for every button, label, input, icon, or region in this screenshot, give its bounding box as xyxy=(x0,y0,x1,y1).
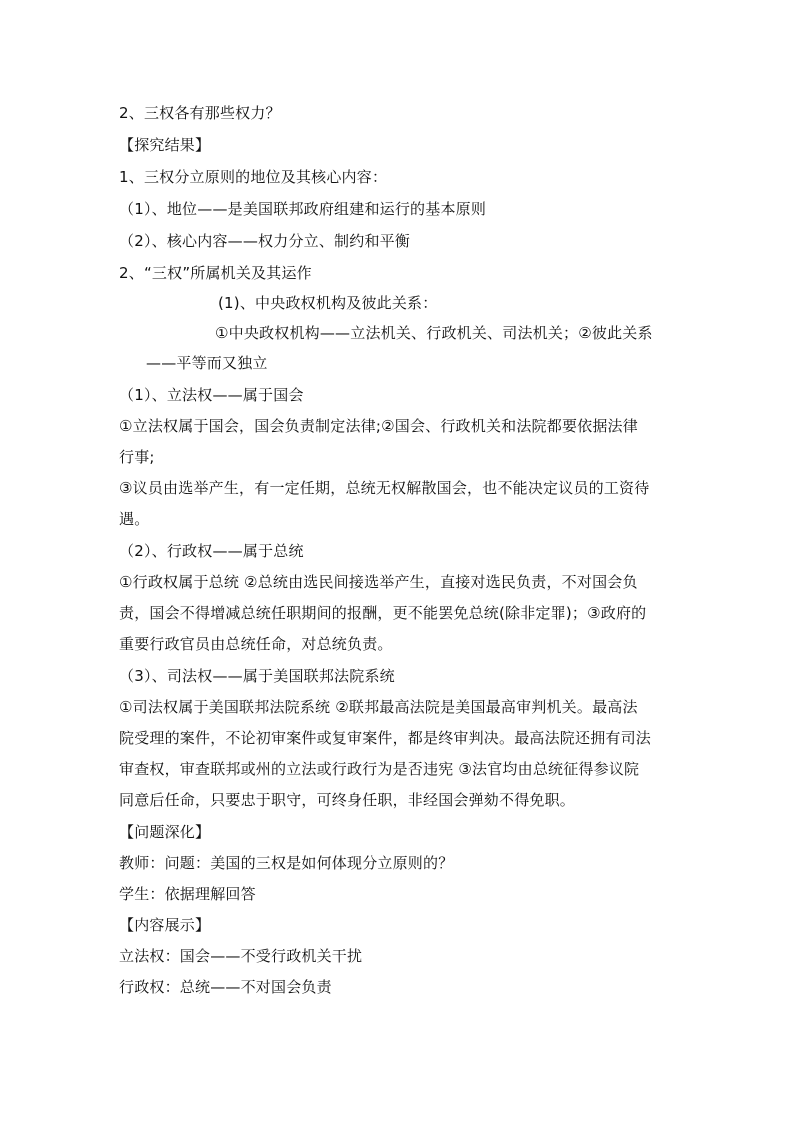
judicial-text-line-3: 审查权，审查联邦或州的立法或行政行为是否违宪 ③法官均由总统征得参议院 xyxy=(119,760,640,778)
result-2-subtitle: (1)、中央政权机构及彼此关系： xyxy=(218,294,438,312)
result-1-core: （2）、核心内容——权力分立、制约和平衡 xyxy=(119,232,411,250)
show-legislative: 立法权：国会——不受行政机关干扰 xyxy=(119,947,363,965)
judicial-text-line-4: 同意后任命，只要忠于职守，可终身任职，非经国会弹劾不得免职。 xyxy=(119,791,576,809)
legislative-text-line-4: 遇。 xyxy=(119,510,150,528)
teacher-question: 教师：问题：美国的三权是如何体现分立原则的？ xyxy=(119,854,454,872)
legislative-text-line-2: 行事; xyxy=(119,448,155,466)
student-answer: 学生：依据理解回答 xyxy=(119,885,256,903)
result-1-title: 1、三权分立原则的地位及其核心内容： xyxy=(119,168,388,186)
section-heading-deepen: 【问题深化】 xyxy=(119,823,211,841)
legislative-text-line-1: ①立法权属于国会，国会负责制定法律;②国会、行政机关和法院都要依据法律 xyxy=(119,417,638,435)
legislative-text-line-3: ③议员由选举产生，有一定任期，总统无权解散国会，也不能决定议员的工资待 xyxy=(119,479,650,497)
result-1-status: （1）、地位——是美国联邦政府组建和运行的基本原则 xyxy=(119,200,487,218)
judicial-text-line-2: 院受理的案件，不论初审案件或复审案件，都是终审判决。最高法院还拥有司法 xyxy=(119,729,652,747)
question-2: 2、三权各有那些权力？ xyxy=(119,104,281,122)
section-heading-results: 【探究结果】 xyxy=(119,136,211,154)
section-heading-show: 【内容展示】 xyxy=(119,916,211,934)
result-2-detail-line-1: ①中央政权机构——立法机关、行政机关、司法机关；②彼此关系 xyxy=(215,324,653,342)
executive-text-line-3: 重要行政官员由总统任命，对总统负责。 xyxy=(119,635,393,653)
judicial-text-line-1: ①司法权属于美国联邦法院系统 ②联邦最高法院是美国最高审判机关。最高法 xyxy=(119,698,638,716)
executive-text-line-2: 责，国会不得增减总统任职期间的报酬，更不能罢免总统(除非定罪)；③政府的 xyxy=(119,604,647,622)
result-2-detail-line-2: ——平等而又独立 xyxy=(146,354,268,372)
executive-title: （2）、行政权——属于总统 xyxy=(119,542,304,560)
judicial-title: （3）、司法权——属于美国联邦法院系统 xyxy=(119,667,395,685)
executive-text-line-1: ①行政权属于总统 ②总统由选民间接选举产生，直接对选民负责，不对国会负 xyxy=(119,573,638,591)
show-executive: 行政权：总统——不对国会负责 xyxy=(119,978,332,996)
legislative-title: （1）、立法权——属于国会 xyxy=(119,386,304,404)
result-2-title: 2、“三权”所属机关及其运作 xyxy=(119,264,312,282)
